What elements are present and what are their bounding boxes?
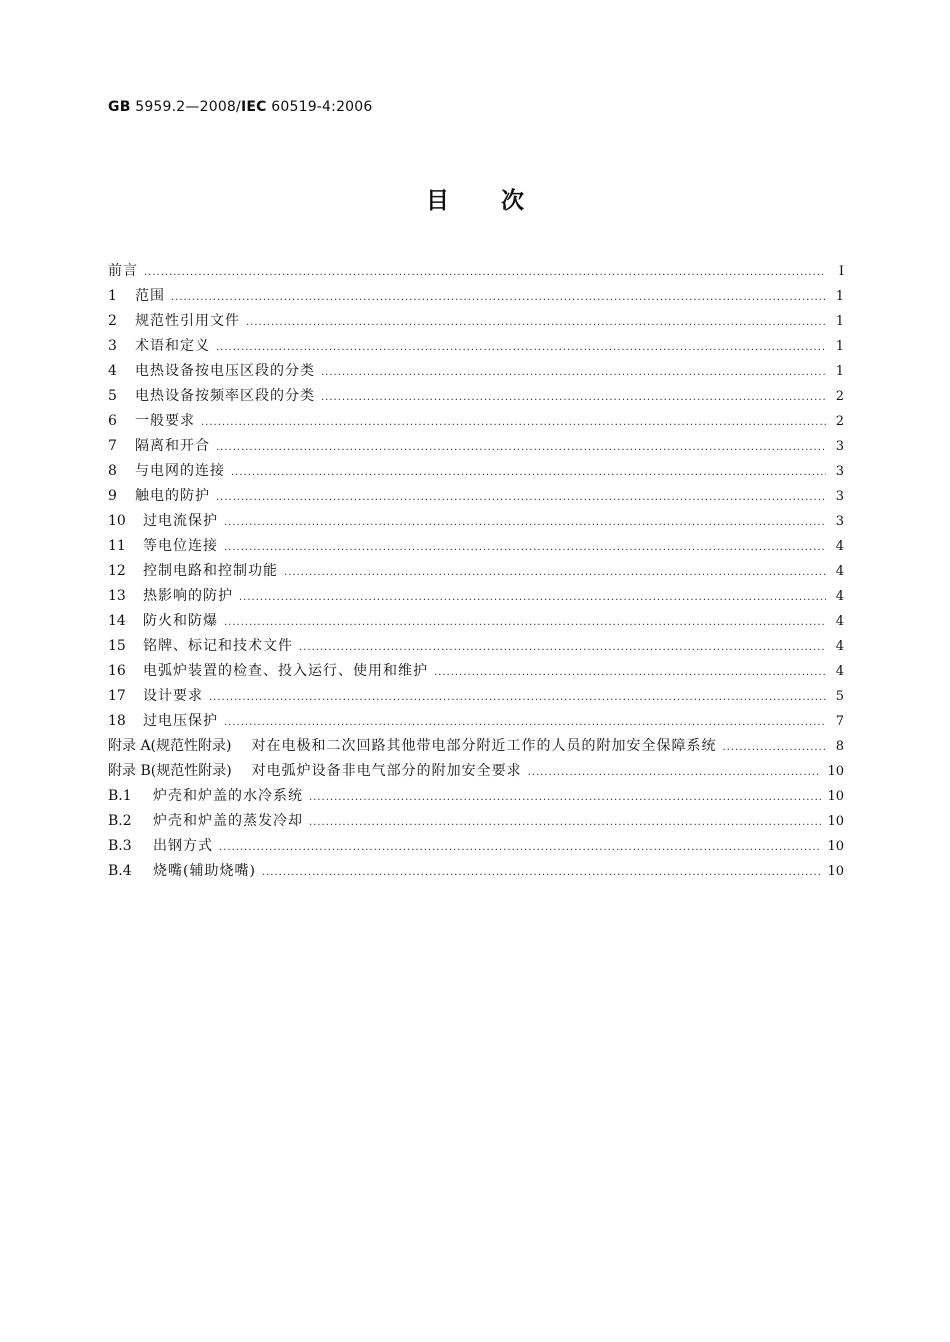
toc-number: 附录 A(规范性附录) <box>108 738 232 754</box>
dot-leader <box>224 710 826 735</box>
toc-entry-b1[interactable] <box>108 784 844 809</box>
toc-entry-b3[interactable] <box>108 834 844 859</box>
toc-entry-3[interactable] <box>108 334 844 359</box>
toc-number: 17 <box>108 688 126 704</box>
dot-leader <box>216 335 826 360</box>
toc-number: B.2 <box>108 813 132 829</box>
toc-title: 对在电极和二次回路其他带电部分附近工作的人员的附加安全保障系统 <box>251 738 717 754</box>
toc-title: 炉壳和炉盖的水冷系统 <box>153 788 303 804</box>
toc-page-number: 3 <box>835 439 844 454</box>
dot-leader <box>321 385 826 410</box>
toc-title: 隔离和开合 <box>135 438 210 454</box>
toc-page-number: 2 <box>835 414 844 429</box>
toc-entry-2[interactable] <box>108 309 844 334</box>
toc-page-number: 1 <box>835 339 844 354</box>
toc-page-number: 10 <box>827 764 844 779</box>
dot-leader <box>239 585 826 610</box>
toc-entry-4[interactable] <box>108 359 844 384</box>
dot-leader <box>231 460 826 485</box>
toc-title: 防火和防爆 <box>143 613 218 629</box>
toc-page-number: 1 <box>835 289 844 304</box>
toc-entry-17[interactable] <box>108 684 844 709</box>
dot-leader <box>171 285 826 310</box>
toc-page-number: Ⅰ <box>838 264 844 279</box>
toc-entry-annex-b[interactable] <box>108 759 844 784</box>
toc-title: 等电位连接 <box>143 538 218 554</box>
toc-entry-1[interactable] <box>108 284 844 309</box>
toc-entry-11[interactable] <box>108 534 844 559</box>
table-of-contents <box>108 259 844 884</box>
toc-title: 电热设备按电压区段的分类 <box>135 363 315 379</box>
toc-number: 3 <box>108 338 117 354</box>
dot-leader <box>144 260 826 285</box>
toc-page-number: 4 <box>835 564 844 579</box>
dot-leader <box>224 610 826 635</box>
toc-title: 设计要求 <box>143 688 203 704</box>
toc-page-number: 3 <box>835 489 844 504</box>
toc-entry-9[interactable] <box>108 484 844 509</box>
toc-page-number: 4 <box>835 539 844 554</box>
dot-leader <box>321 360 826 385</box>
dot-leader <box>284 560 826 585</box>
toc-title: 一般要求 <box>135 413 195 429</box>
toc-entry-12[interactable] <box>108 559 844 584</box>
toc-number: 9 <box>108 488 117 504</box>
toc-entry-foreword[interactable] <box>108 259 844 284</box>
toc-entry-b4[interactable] <box>108 859 844 884</box>
dot-leader <box>434 660 826 685</box>
toc-title: 规范性引用文件 <box>135 313 240 329</box>
toc-title: 电弧炉装置的检查、投入运行、使用和维护 <box>143 663 428 679</box>
toc-entry-b2[interactable] <box>108 809 844 834</box>
toc-page-number: 4 <box>835 639 844 654</box>
iec-code: 60519-4:2006 <box>266 99 373 115</box>
toc-page-number: 7 <box>835 714 844 729</box>
toc-number: 10 <box>108 513 126 529</box>
dot-leader <box>262 860 822 885</box>
document-header <box>108 99 373 115</box>
toc-page-number: 10 <box>827 814 844 829</box>
toc-page-number: 4 <box>835 589 844 604</box>
toc-number: 12 <box>108 563 126 579</box>
dot-leader <box>246 310 826 335</box>
toc-number: 14 <box>108 613 126 629</box>
dot-leader <box>209 685 826 710</box>
dot-leader <box>528 760 822 785</box>
toc-number: 18 <box>108 713 126 729</box>
toc-title: 电热设备按频率区段的分类 <box>135 388 315 404</box>
toc-page-number: 8 <box>835 739 844 754</box>
toc-entry-annex-a[interactable] <box>108 734 844 759</box>
standard-prefix: GB <box>108 99 131 115</box>
toc-title: 出钢方式 <box>153 838 213 854</box>
toc-page-number: 2 <box>835 389 844 404</box>
dot-leader <box>216 485 826 510</box>
toc-page-number: 5 <box>835 689 844 704</box>
toc-number: B.4 <box>108 863 132 879</box>
toc-title: 过电流保护 <box>143 513 218 529</box>
toc-page-number: 1 <box>835 314 844 329</box>
toc-entry-10[interactable] <box>108 509 844 534</box>
toc-title: 热影响的防护 <box>143 588 233 604</box>
toc-title: 前言 <box>108 263 138 279</box>
toc-title: 触电的防护 <box>135 488 210 504</box>
toc-number: B.3 <box>108 838 132 854</box>
toc-entry-8[interactable] <box>108 459 844 484</box>
dot-leader <box>309 810 821 835</box>
toc-page-number: 10 <box>827 839 844 854</box>
page-title: 目 次 <box>425 188 524 214</box>
toc-entry-13[interactable] <box>108 584 844 609</box>
toc-title: 与电网的连接 <box>135 463 225 479</box>
toc-number: B.1 <box>108 788 132 804</box>
toc-entry-18[interactable] <box>108 709 844 734</box>
toc-title: 过电压保护 <box>143 713 218 729</box>
dot-leader <box>309 785 821 810</box>
toc-title: 对电弧炉设备非电气部分的附加安全要求 <box>251 763 522 779</box>
toc-entry-16[interactable] <box>108 659 844 684</box>
dot-leader <box>201 410 826 435</box>
dot-leader <box>216 435 826 460</box>
toc-title: 范围 <box>135 288 165 304</box>
toc-page-number: 3 <box>835 514 844 529</box>
toc-title: 控制电路和控制功能 <box>143 563 278 579</box>
toc-title: 铭牌、标记和技术文件 <box>143 638 293 654</box>
dot-leader <box>219 835 821 860</box>
toc-title: 炉壳和炉盖的蒸发冷却 <box>153 813 303 829</box>
dot-leader <box>224 535 826 560</box>
toc-number: 1 <box>108 288 117 304</box>
toc-number: 7 <box>108 438 117 454</box>
toc-number: 8 <box>108 463 117 479</box>
toc-page-number: 4 <box>835 614 844 629</box>
toc-number: 附录 B(规范性附录) <box>108 763 232 779</box>
toc-number: 2 <box>108 313 117 329</box>
toc-page-number: 4 <box>835 664 844 679</box>
toc-number: 15 <box>108 638 126 654</box>
dot-leader <box>224 510 826 535</box>
toc-number: 6 <box>108 413 117 429</box>
iec-prefix: IEC <box>240 99 267 115</box>
toc-title: 术语和定义 <box>135 338 210 354</box>
toc-entry-5[interactable] <box>108 384 844 409</box>
toc-entry-14[interactable] <box>108 609 844 634</box>
standard-code: 5959.2—2008/ <box>130 99 241 115</box>
toc-page-number: 10 <box>827 789 844 804</box>
dot-leader <box>299 635 826 660</box>
toc-number: 11 <box>108 538 126 554</box>
toc-page-number: 10 <box>827 864 844 879</box>
toc-entry-15[interactable] <box>108 634 844 659</box>
toc-number: 16 <box>108 663 126 679</box>
toc-number: 4 <box>108 363 117 379</box>
dot-leader <box>722 735 826 760</box>
toc-page-number: 3 <box>835 464 844 479</box>
toc-title: 烧嘴(辅助烧嘴) <box>153 863 256 879</box>
toc-page-number: 1 <box>835 364 844 379</box>
toc-entry-6[interactable] <box>108 409 844 434</box>
toc-number: 13 <box>108 588 126 604</box>
toc-entry-7[interactable] <box>108 434 844 459</box>
toc-number: 5 <box>108 388 117 404</box>
